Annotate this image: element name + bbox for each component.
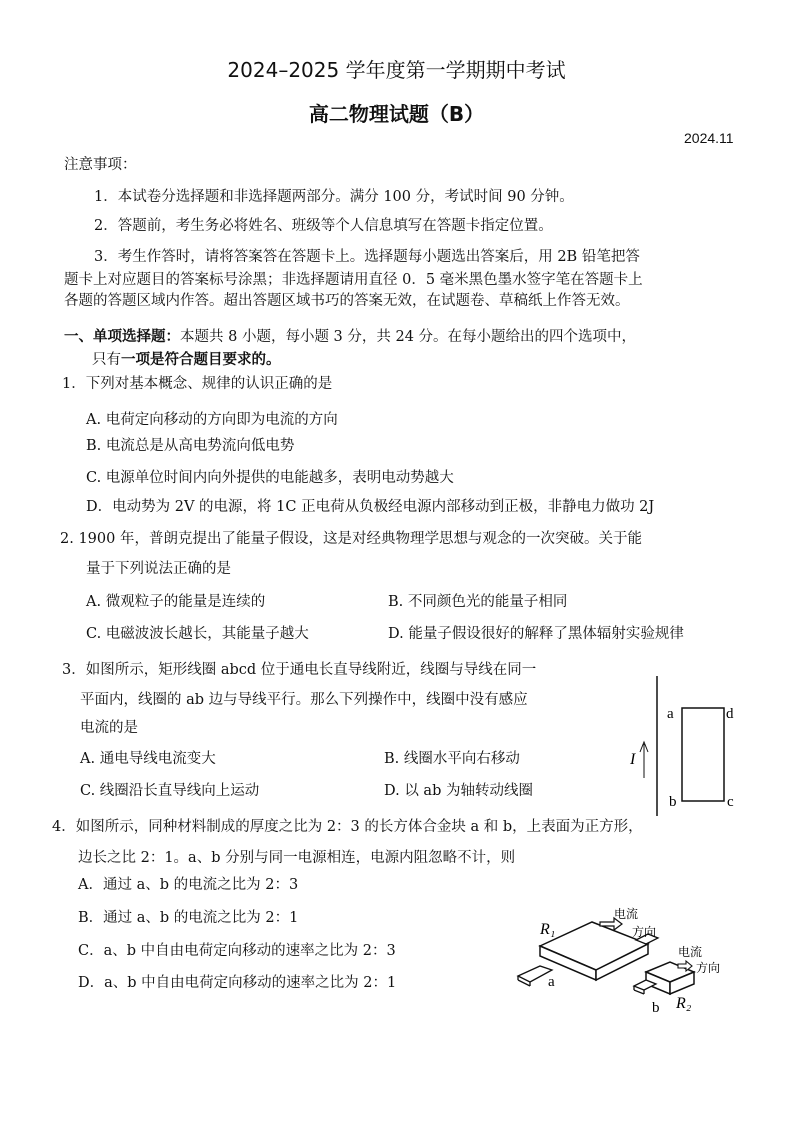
q3-stem-line2: 平面内，线圈的 ab 边与导线平行。那么下列操作中，线圈中没有感应 <box>80 692 528 708</box>
coil-label-b: b <box>669 794 677 810</box>
q3-option-c: C. 线圈沿长直导线向上运动 <box>80 783 260 799</box>
exam-date: 2024.11 <box>684 130 734 146</box>
q1-option-a: A. 电荷定向移动的方向即为电流的方向 <box>86 412 338 428</box>
block-label-b: b <box>652 1000 660 1016</box>
coil-label-a: a <box>667 706 674 722</box>
q4-figure <box>510 900 760 1020</box>
q3-figure <box>628 672 748 820</box>
rectangular-coil <box>682 708 724 801</box>
q3-stem-line1: 3．如图所示，矩形线圈 abcd 位于通电长直导线附近，线圈与导线在同一 <box>62 662 537 678</box>
notice-item-3-line1: 3．考生作答时，请将答案答在答题卡上。选择题每小题选出答案后，用 2B 铅笔把答 <box>94 249 640 265</box>
current-direction-2-line1: 电流 <box>678 945 703 959</box>
notice-item-3-line3: 各题的答题区域内作答。超出答题区域书巧的答案无效，在试题卷、草稿纸上作答无效。 <box>64 293 630 309</box>
notice-item-3-line2: 题卡上对应题目的答案标号涂黑；非选择题请用直径 0．5 毫米黑色墨水签字笔在答题卡上 <box>64 272 643 288</box>
section-1-subheading-plain: 只有 <box>92 352 121 368</box>
resistor-r1-label: R₁ <box>540 921 556 938</box>
q4-option-c: C．a、b 中自由电荷定向移动的速率之比为 2：3 <box>78 943 396 959</box>
block-label-a: a <box>548 974 555 990</box>
current-direction-1-line1: 电流 <box>614 907 639 921</box>
notice-item-2: 2．答题前，考生务必将姓名、班级等个人信息填写在答题卡指定位置。 <box>94 218 553 234</box>
q2-stem-line1: 2. 1900 年，普朗克提出了能量子假设，这是对经典物理学思想与观念的一次突破。关于能 <box>60 531 642 547</box>
q2-stem-line2: 量于下列说法正确的是 <box>86 561 231 577</box>
notice-item-1: 1．本试卷分选择题和非选择题两部分。满分 100 分，考试时间 90 分钟。 <box>94 189 574 205</box>
section-1-heading <box>64 325 636 346</box>
current-direction-2-line2: 方向 <box>696 961 721 975</box>
q3-option-a: A. 通电导线电流变大 <box>80 751 216 767</box>
q2-option-d: D. 能量子假设很好的解释了黑体辐射实验规律 <box>388 626 684 642</box>
q2-option-b: B. 不同颜色光的能量子相同 <box>388 594 568 610</box>
q1-option-b: B. 电流总是从高电势流向低电势 <box>86 438 295 454</box>
notice-heading: 注意事项： <box>64 157 137 173</box>
q1-stem: 1．下列对基本概念、规律的认识正确的是 <box>62 376 333 392</box>
q4-option-d: D．a、b 中自由电荷定向移动的速率之比为 2：1 <box>78 975 397 991</box>
electrode-a <box>518 966 552 986</box>
section-1-subheading <box>92 348 281 369</box>
q1-option-c: C. 电源单位时间内向外提供的电能越多，表明电动势越大 <box>86 470 454 486</box>
section-1-subheading-bold: 一项是符合题目要求的。 <box>121 351 281 368</box>
q4-option-a: A．通过 a、b 的电流之比为 2：3 <box>78 877 299 893</box>
q2-option-c: C. 电磁波波长越长，其能量子越大 <box>86 626 309 642</box>
q4-stem-line2: 边长之比 2：1。a、b 分别与同一电源相连，电源内阻忽略不计，则 <box>78 850 516 866</box>
q3-stem-line3: 电流的是 <box>80 720 138 736</box>
exam-subtitle: 高二物理试题（B） <box>308 102 485 126</box>
section-1-heading-rest: 本题共 8 小题，每小题 3 分，共 24 分。在每小题给出的四个选项中， <box>180 329 637 345</box>
section-1-heading-bold: 一、单项选择题： <box>64 328 180 345</box>
current-label-i: I <box>630 751 636 768</box>
coil-label-d: d <box>726 706 734 722</box>
coil-label-c: c <box>727 794 734 810</box>
q1-option-d: D．电动势为 2V 的电源，将 1C 正电荷从负极经电源内部移动到正极，非静电力做功 2J <box>86 499 655 515</box>
resistor-r2-label: R₂ <box>676 995 692 1012</box>
q4-option-b: B．通过 a、b 的电流之比为 2：1 <box>78 910 299 926</box>
q2-option-a: A. 微观粒子的能量是连续的 <box>86 594 266 610</box>
q4-stem-line1: 4．如图所示，同种材料制成的厚度之比为 2：3 的长方体合金块 a 和 b，上表面为正方形， <box>52 819 643 835</box>
current-direction-1-line2: 方向 <box>632 925 657 939</box>
q3-option-d: D. 以 ab 为轴转动线圈 <box>384 783 533 799</box>
q3-option-b: B. 线圈水平向右移动 <box>384 751 520 767</box>
exam-title: 2024–2025 学年度第一学期期中考试 <box>227 58 566 82</box>
